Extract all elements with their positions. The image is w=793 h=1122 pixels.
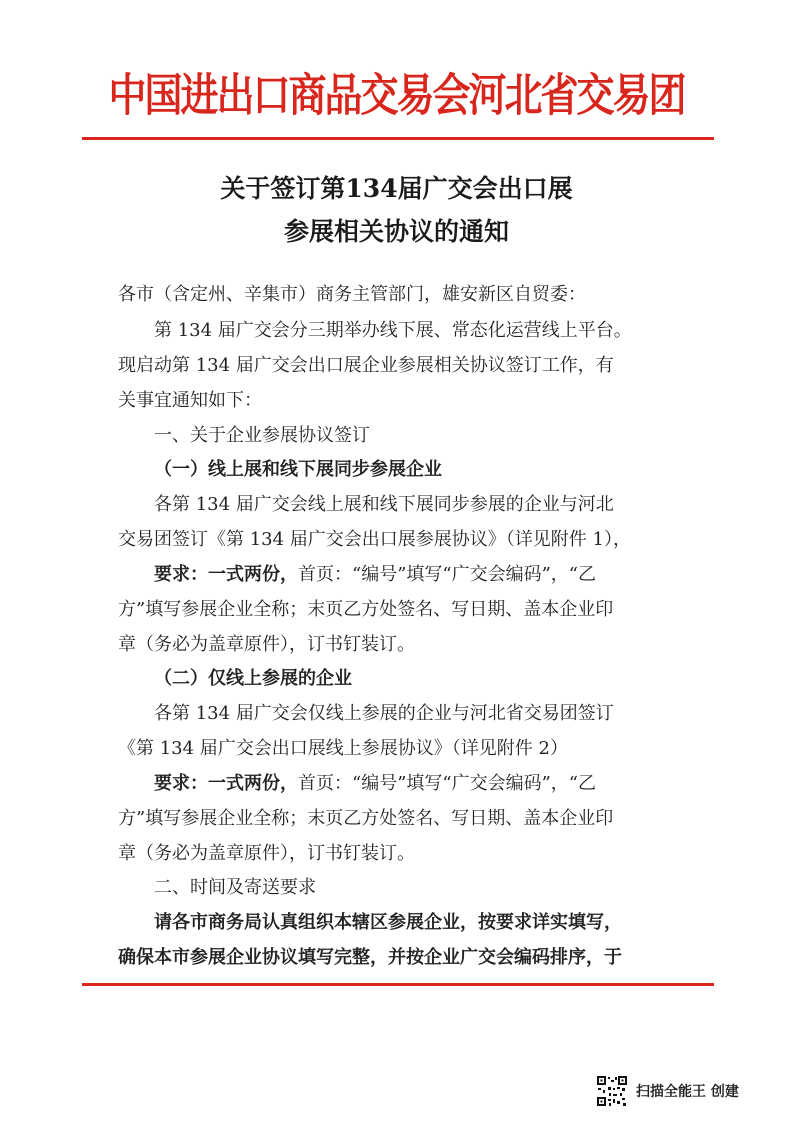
intro-line-1: 第 134 届广交会分三期举办线下展、常态化运营线上平台。: [154, 320, 632, 341]
document-title-line2: 参展相关协议的通知: [283, 217, 509, 246]
salutation: 各市（含定州、辛集市）商务主管部门，雄安新区自贸委：: [118, 284, 586, 305]
sub1-requirement-line-2: 方”填写参展企业全称；末页乙方处签名、写日期、盖本企业印: [118, 599, 614, 620]
scanner-watermark: [596, 1074, 739, 1108]
requirement-label: 要求：一式两份，: [154, 564, 298, 585]
sub1-paragraph-line-1: 各第 134 届广交会线上展和线下展同步参展的企业与河北: [154, 494, 614, 515]
header-divider: [82, 137, 714, 140]
intro-line-2: 现启动第 134 届广交会出口展企业参展相关协议签订工作，有: [118, 355, 614, 376]
sub2-requirement-line-3: 章（务必为盖章原件），订书钉装订。: [118, 843, 415, 864]
section-2-line-1: 请各市商务局认真组织本辖区参展企业，按要求详实填写，: [154, 912, 622, 933]
footer-divider: [82, 983, 714, 986]
section-2-line-2: 确保本市参展企业协议填写完整，并按企业广交会编码排序，于: [118, 947, 622, 968]
subsection-1-heading: （一）线上展和线下展同步参展企业: [154, 459, 442, 480]
subsection-2-heading: （二）仅线上参展的企业: [154, 668, 352, 689]
sub1-paragraph-line-2: 交易团签订《第 134 届广交会出口展参展协议》（详见附件 1），: [118, 529, 631, 550]
requirement-label: 要求：一式两份，: [154, 773, 298, 794]
sub2-requirement-line-2: 方”填写参展企业全称；末页乙方处签名、写日期、盖本企业印: [118, 808, 614, 829]
sub1-requirement-line-3: 章（务必为盖章原件），订书钉装订。: [118, 634, 415, 655]
sub2-paragraph-line-1: 各第 134 届广交会仅线上参展的企业与河北省交易团签订: [154, 703, 614, 724]
requirement-text: 首页：“编号”填写“广交会编码”，“乙: [298, 773, 597, 794]
section-2-heading: 二、时间及寄送要求: [154, 877, 316, 898]
document-title-line1: 关于签订第134届广交会出口展: [220, 174, 573, 203]
scanner-label: 扫描全能王 创建: [636, 1084, 739, 1100]
intro-line-3: 关事宜通知如下：: [118, 390, 262, 411]
sub2-requirement-line-1: [154, 772, 596, 796]
qr-code-icon: [596, 1075, 628, 1107]
requirement-text: 首页：“编号”填写“广交会编码”，“乙: [298, 564, 597, 585]
section-1-heading: 一、关于企业参展协议签订: [154, 425, 370, 446]
org-header: 中国进出口商品交易会河北省交易团: [108, 69, 685, 121]
sub1-requirement-line-1: [154, 563, 596, 587]
sub2-paragraph-line-2: 《第 134 届广交会出口展线上参展协议》（详见附件 2）: [118, 738, 568, 759]
